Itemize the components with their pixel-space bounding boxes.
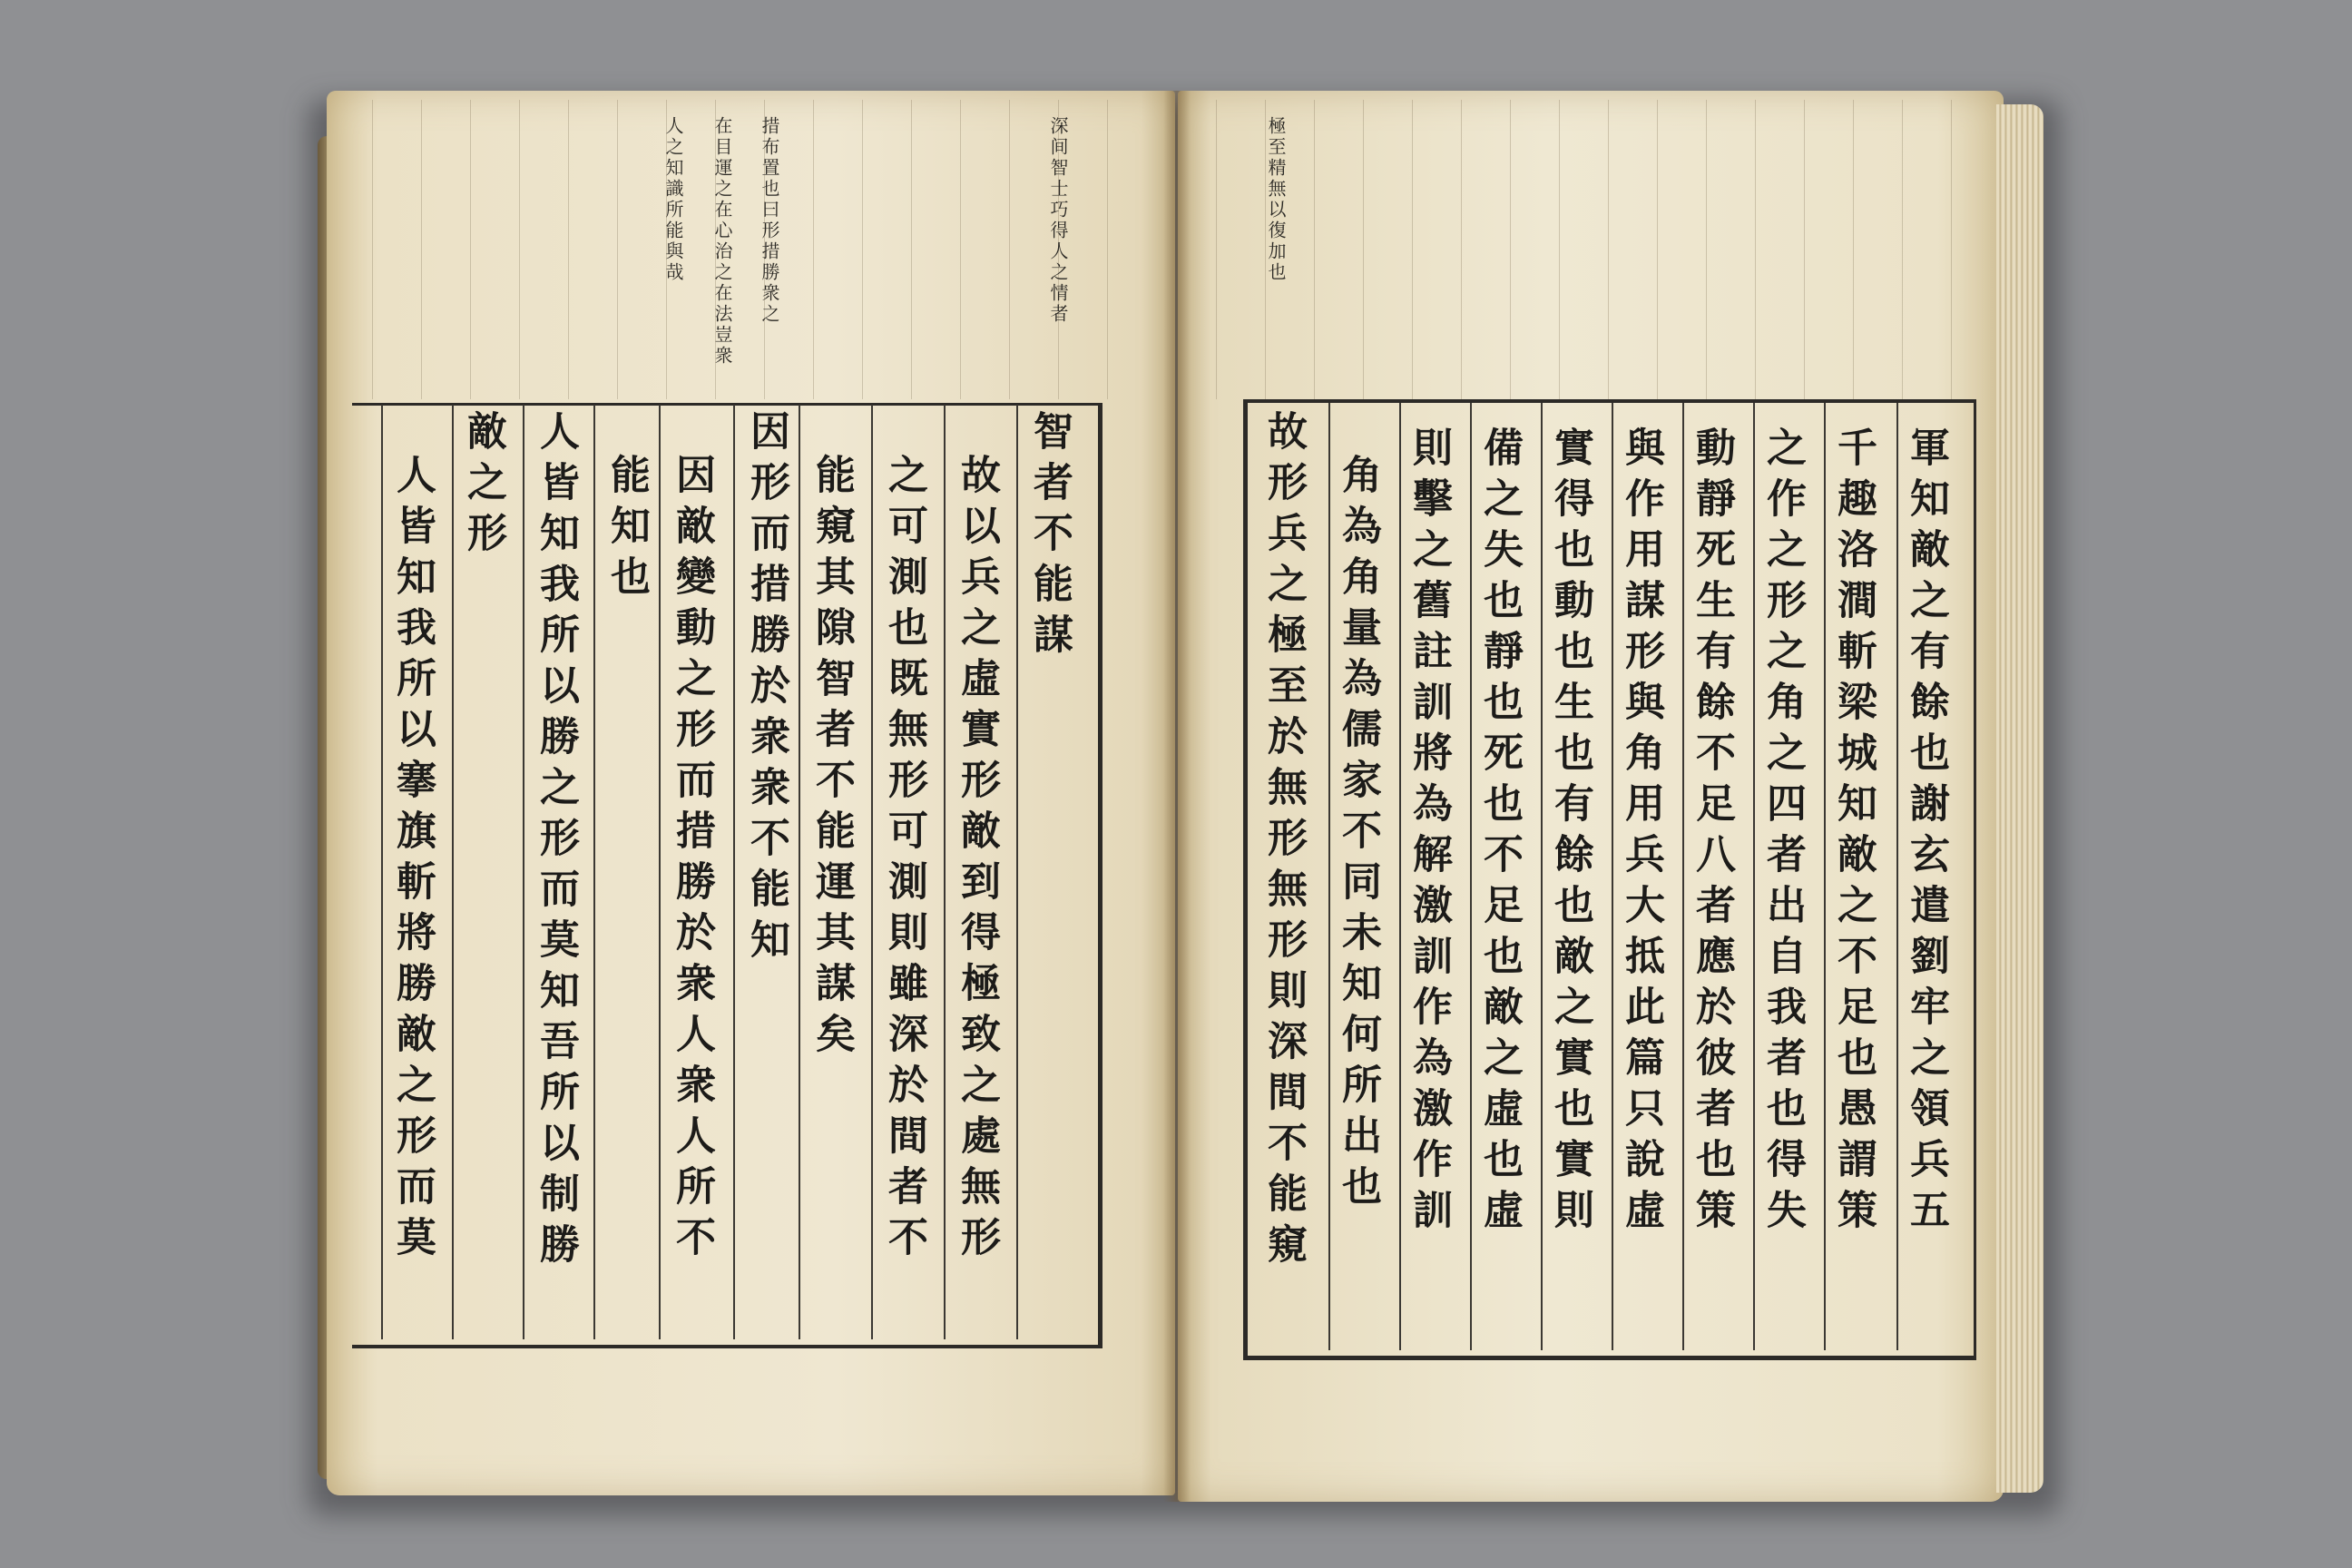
right-column-8: 則擊之舊註訓將為解激訓作為激作訓 <box>1406 426 1452 1240</box>
ruling-line <box>1314 100 1315 399</box>
book-gutter <box>1163 91 1191 1502</box>
left-column-1: 智者不能謀 <box>1026 410 1073 664</box>
left-column-2: 故以兵之虛實形敵到得極致之處無形 <box>954 454 1000 1267</box>
right-column-9: 角為角量為儒家不同未知何所出也 <box>1335 454 1381 1216</box>
right-column-10: 故形兵之極至於無形無形則深間不能窺 <box>1260 410 1307 1274</box>
column-divider <box>871 405 873 1339</box>
right-column-6: 實得也動也生也有餘也敵之實也實則 <box>1547 426 1593 1240</box>
ruling-line <box>1009 100 1010 399</box>
left-column-4: 能窺其隙智者不能運其謀矣 <box>808 454 855 1063</box>
column-divider <box>593 405 595 1339</box>
left-column-3: 之可測也既無形可測則雖深於間者不 <box>881 454 927 1267</box>
ruling-line <box>1412 100 1413 399</box>
column-divider <box>659 405 661 1339</box>
ruling-line <box>862 100 863 399</box>
ruling-line <box>1216 100 1217 399</box>
ruling-line <box>1657 100 1658 399</box>
ruling-line <box>1510 100 1511 399</box>
column-divider <box>523 405 524 1339</box>
ruling-line <box>1853 100 1854 399</box>
ruling-line <box>1107 100 1108 399</box>
ruling-line <box>1363 100 1364 399</box>
ruling-line <box>470 100 471 399</box>
right-column-4: 動靜死生有餘不足八者應於彼者也策 <box>1689 426 1735 1240</box>
ruling-line <box>1902 100 1903 399</box>
right-column-5: 與作用謀形與角用兵大抵此篇只說虛 <box>1618 426 1664 1240</box>
ruling-line <box>1951 100 1952 399</box>
column-divider <box>452 405 454 1339</box>
page-edges <box>1996 104 2043 1493</box>
column-divider <box>1896 403 1898 1350</box>
ruling-line <box>1608 100 1609 399</box>
left-annotation-1: 深间智士巧得人之情者 <box>1047 116 1069 325</box>
ruling-line <box>911 100 912 399</box>
left-column-6: 因敵變動之形而措勝於衆人衆人所不 <box>669 454 715 1267</box>
right-annotation-1: 極至精無以復加也 <box>1265 116 1287 283</box>
ruling-line <box>421 100 422 399</box>
column-divider <box>1612 403 1613 1350</box>
column-divider <box>1016 405 1018 1339</box>
ruling-line <box>617 100 618 399</box>
left-column-7: 能知也 <box>603 454 650 606</box>
column-divider <box>944 405 946 1339</box>
column-divider <box>1824 403 1826 1350</box>
left-column-8: 人皆知我所以勝之形而莫知吾所以制勝 <box>533 410 579 1274</box>
left-column-10: 人皆知我所以搴旗斬將勝敵之形而莫 <box>389 454 436 1267</box>
left-annotation-3: 在目運之在心治之在法豈衆 <box>711 116 733 367</box>
right-column-7: 備之失也靜也死也不足也敵之虛也虛 <box>1476 426 1523 1240</box>
ruling-line <box>519 100 520 399</box>
left-annotation-4: 人之知識所能與哉 <box>662 116 684 283</box>
right-column-2: 千趣洛澗斬梁城知敵之不足也愚謂策 <box>1830 426 1877 1240</box>
right-column-1: 軍知敵之有餘也謝玄遣劉牢之領兵五 <box>1903 426 1949 1240</box>
column-divider <box>799 405 800 1339</box>
column-divider <box>733 405 735 1339</box>
left-annotation-2: 措布置也曰形措勝衆之 <box>759 116 780 325</box>
left-column-5: 因形而措勝於衆衆不能知 <box>743 410 789 969</box>
column-divider <box>1470 403 1472 1350</box>
ruling-line <box>1706 100 1707 399</box>
column-divider <box>1541 403 1543 1350</box>
ruling-line <box>372 100 373 399</box>
column-divider <box>1753 403 1755 1350</box>
ruling-line <box>568 100 569 399</box>
left-column-9: 敵之形 <box>460 410 506 563</box>
ruling-line <box>1559 100 1560 399</box>
column-divider <box>1682 403 1684 1350</box>
ruling-line <box>1755 100 1756 399</box>
ruling-line <box>960 100 961 399</box>
column-divider <box>1399 403 1401 1350</box>
ruling-line <box>1804 100 1805 399</box>
ruling-line <box>1461 100 1462 399</box>
column-divider <box>381 405 383 1339</box>
right-column-3: 之作之形之角之四者出自我者也得失 <box>1759 426 1806 1240</box>
column-divider <box>1328 403 1330 1350</box>
ruling-line <box>813 100 814 399</box>
